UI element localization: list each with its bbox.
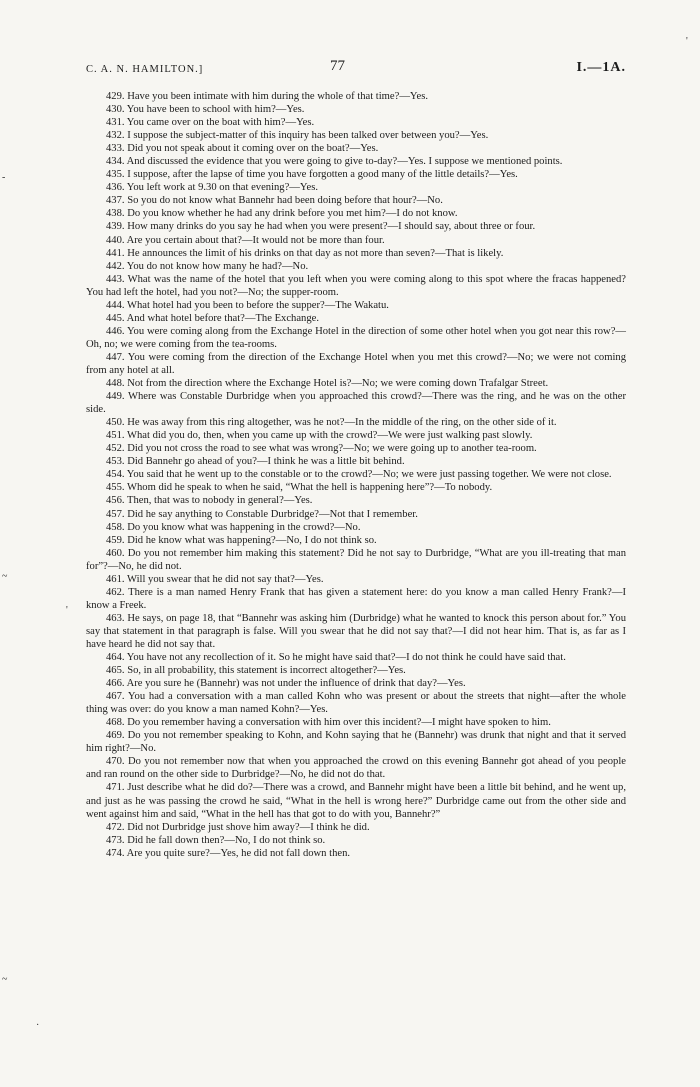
qa-entry: 433. Did you not speak about it coming over on the boat?—Yes. [106, 143, 379, 155]
document-page [86, 58, 626, 860]
qa-entry: 462. There is a man named Henry Frank that has given a statement here: do you know a man called Henry Frank?—I know a Freek. [86, 586, 626, 611]
qa-entry: 459. Did he know what was happening?—No, I do not think so. [106, 534, 377, 546]
qa-entry: 467. You had a conversation with a man called Kohn who was present or about the streets that night—after the whole thing was over: do you know a man named Kohn?—Yes. [86, 691, 626, 716]
margin-mark: ~ [2, 974, 8, 985]
qa-entry: 431. You came over on the boat with him?—Yes. [106, 117, 315, 129]
qa-entry: 457. Did he say anything to Constable Durbridge?—Not that I remember. [106, 508, 418, 520]
qa-entry: 430. You have been to school with him?—Yes. [106, 104, 305, 116]
qa-entry: 435. I suppose, after the lapse of time you have forgotten a good many of the little details?—Yes. [106, 169, 518, 181]
qa-entry: 447. You were coming from the direction of the Exchange Hotel when you met this crowd?—No; we were not coming from any hotel at all. [86, 351, 626, 376]
qa-entry: 460. Do you not remember him making this statement? Did he not say to Durbridge, “What are you ill-treating that man for”?—No, he did not. [86, 547, 626, 572]
qa-entry: 463. He says, on page 18, that “Bannehr was asking him (Durbridge) what he wanted to knock this person about for.” You say that statement in that paragraph is false. Will you swear that he did not say that?—I did not hear him. That is, as far as I have heard he did not say that. [86, 612, 626, 650]
qa-entry: 451. What did you do, then, when you came up with the crowd?—We were just walking past slowly. [106, 430, 533, 442]
qa-entry: 474. Are you quite sure?—Yes, he did not fall down then. [106, 847, 351, 859]
qa-entry: 442. You do not know how many he had?—No. [106, 260, 309, 272]
qa-entry: 456. Then, that was to nobody in general?—Yes. [106, 495, 313, 507]
qa-entry: 472. Did not Durbridge just shove him away?—I think he did. [106, 821, 370, 833]
paper-reference: I.—1A. [576, 60, 626, 75]
qa-entry: 471. Just describe what he did do?—There was a crowd, and Bannehr might have been a little bit behind, and he went up, and just as he was passing the crowd he said, “What in the hell is wrong here?” Durbridge came out from the other side and went against him and said, “What in the hell has that got to do with you, Bannehr?” [86, 782, 626, 820]
qa-entry: 436. You left work at 9.30 on that evening?—Yes. [106, 182, 318, 194]
qa-entry: 448. Not from the direction where the Exchange Hotel is?—No; we were coming down Trafalgar Street. [106, 378, 549, 390]
qa-entry: 432. I suppose the subject-matter of this inquiry has been talked over between you?—Yes. [106, 130, 489, 142]
qa-entry: 461. Will you swear that he did not say that?—Yes. [106, 573, 324, 585]
margin-mark: ~ [2, 571, 8, 582]
qa-entry: 465. So, in all probability, this statement is incorrect altogether?—Yes. [106, 665, 406, 677]
qa-entry: 441. He announces the limit of his drinks on that day as not more than seven?—That is likely. [106, 247, 504, 259]
qa-entry: 445. And what hotel before that?—The Exchange. [106, 312, 319, 324]
qa-entry: 458. Do you know what was happening in the crowd?—No. [106, 521, 361, 533]
qa-entry: 452. Did you not cross the road to see what was wrong?—No; we were going up to another tea-room. [106, 443, 537, 455]
qa-entry: 439. How many drinks do you say he had when you were present?—I should say, about three or four. [106, 221, 536, 233]
qa-entry: 450. He was away from this ring altogether, was he not?—In the middle of the ring, on the other side of it. [106, 417, 557, 429]
qa-entry: 440. Are you certain about that?—It would not be more than four. [106, 234, 385, 246]
qa-entry: 446. You were coming along from the Exchange Hotel in the direction of some other hotel when you got near this row?—Oh, no; we were coming from the tea-rooms. [86, 325, 626, 350]
margin-mark: ' [686, 36, 688, 47]
margin-mark: ' [66, 605, 68, 616]
qa-entry: 453. Did Bannehr go ahead of you?—I think he was a little bit behind. [106, 456, 405, 468]
qa-entry: 437. So you do not know what Bannehr had been doing before that hour?—No. [106, 195, 443, 207]
qa-entry: 443. What was the name of the hotel that you left when you were coming along to this spot where the fracas happened? You had left the hotel, had you not?—No; the supper-room. [86, 273, 626, 298]
qa-entry: 464. You have not any recollection of it. So he might have said that?—I do not think he could have said that. [106, 652, 566, 664]
qa-entry: 468. Do you remember having a conversation with him over this incident?—I might have spoken to him. [106, 717, 551, 729]
qa-entry: 469. Do you not remember speaking to Kohn, and Kohn saying that he (Bannehr) was drunk that night and that it served him right?—No. [86, 730, 626, 755]
qa-entry: 466. Are you sure he (Bannehr) was not under the influence of drink that day?—Yes. [106, 678, 466, 690]
margin-mark: · [36, 1020, 40, 1031]
qa-entry: 449. Where was Constable Durbridge when you approached this crowd?—There was the ring, and he was on the other side. [86, 391, 626, 416]
witness-name: C. A. N. HAMILTON.] [86, 64, 204, 75]
page-header [86, 58, 626, 84]
qa-entry: 438. Do you know whether he had any drink before you met him?—I do not know. [106, 208, 458, 220]
margin-mark: - [2, 172, 6, 183]
page-number: 77 [330, 58, 345, 74]
qa-entry: 470. Do you not remember now that when you approached the crowd on this evening Bannehr got ahead of you people and ran round on the other side to Durbridge?—No, he did not do that. [86, 756, 626, 781]
qa-entry: 454. You said that he went up to the constable or to the crowd?—No; we were just passing together. We were not close. [106, 469, 612, 481]
qa-entry: 429. Have you been intimate with him during the whole of that time?—Yes. [106, 91, 428, 102]
qa-entry: 473. Did he fall down then?—No, I do not think so. [106, 834, 326, 846]
qa-entry: 434. And discussed the evidence that you were going to give to-day?—Yes. I suppose we mentioned points. [106, 156, 563, 168]
qa-entry: 444. What hotel had you been to before the supper?—The Wakatu. [106, 299, 389, 311]
qa-entry: 455. Whom did he speak to when he said, “What the hell is happening here”?—To nobody. [106, 482, 493, 494]
testimony-body [86, 90, 626, 860]
